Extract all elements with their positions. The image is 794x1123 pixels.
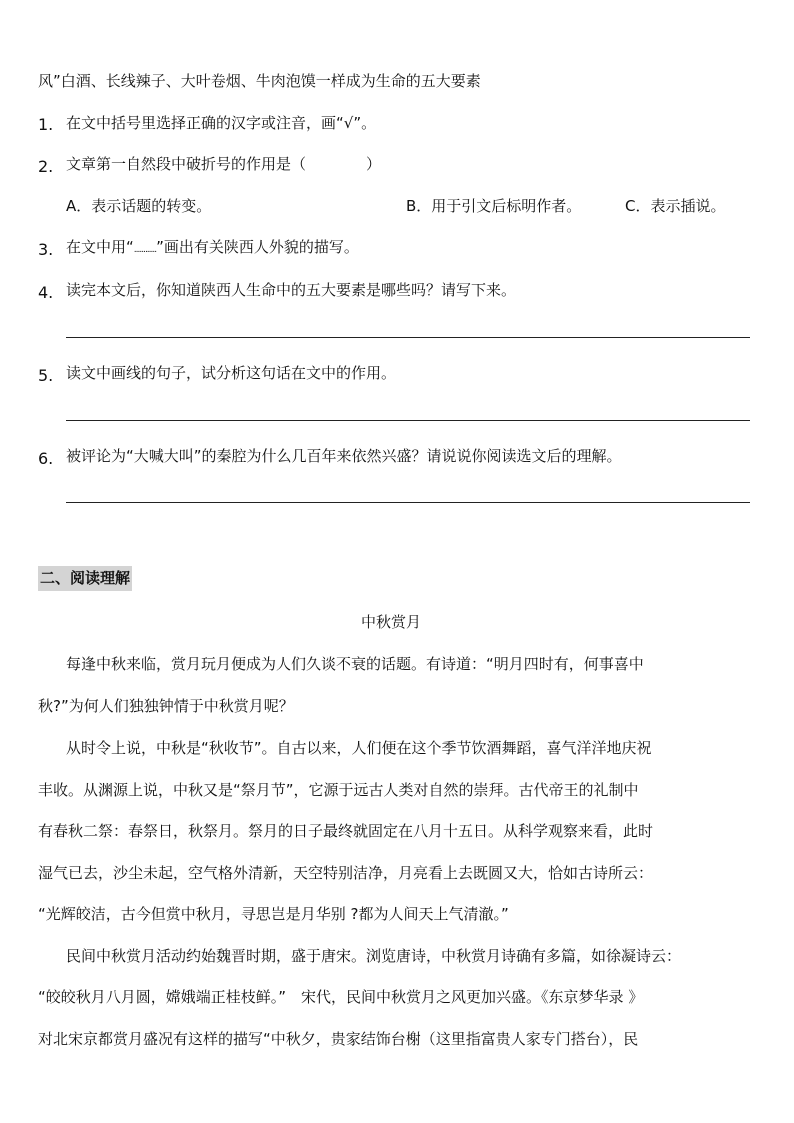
question-text: 读完本文后，你知道陕西人生命中的五大要素是哪些吗？请写下来。 <box>66 281 517 299</box>
passage-line: “光辉皎洁，古今但赏中秋月，寻思岂是月华别 ?都为人间天上气清澈。” <box>38 905 509 923</box>
passage-title: 中秋赏月 <box>361 613 422 631</box>
passage-line: “皎皎秋月八月圆，嫦娥端正桂枝鲜。” 宋代，民间中秋赏月之风更加兴盛。《东京梦华录 》 <box>38 988 644 1006</box>
question-number: 2. <box>38 157 54 176</box>
answer-line-6[interactable] <box>66 502 750 503</box>
passage-line: 民间中秋赏月活动约始魏晋时期，盛于唐宋。浏览唐诗，中秋赏月诗确有多篇，如徐凝诗云： <box>66 947 682 965</box>
passage-line: 每逢中秋来临，赏月玩月便成为人们久谈不衰的话题。有诗道：“明月四时有，何事喜中 <box>66 655 644 673</box>
question-number: 5. <box>38 366 54 385</box>
passage-line: 秋?”为何人们独独钟情于中秋赏月呢？ <box>38 697 294 715</box>
question-text <box>66 236 359 257</box>
question-number: 1. <box>38 115 54 134</box>
question-text: 被评论为“大喊大叫”的秦腔为什么几百年来依然兴盛？请说说你阅读选文后的理解。 <box>66 447 622 465</box>
passage-line: 湿气已去，沙尘未起，空气格外清新，天空特别洁净，月亮看上去既圆又大，恰如古诗所云： <box>38 864 654 882</box>
question-number: 6. <box>38 449 54 468</box>
question-text: 文章第一自然段中破折号的作用是（ ） <box>66 155 382 173</box>
passage-line: 对北宋京都赏月盛况有这样的描写“中秋夕，贵家结饰台榭（这里指富贵人家专门搭台），民 <box>38 1030 639 1048</box>
section-title: 二、阅读理解 <box>38 566 132 591</box>
question-number: 3. <box>38 240 54 259</box>
passage-line: 有春秋二祭：春祭日，秋祭月。祭月的日子最终就固定在八月十五日。从科学观察来看，此时 <box>38 822 654 840</box>
question-text-after: ”画出有关陕西人外貌的描写。 <box>156 238 359 256</box>
option-c: C．表示插说。 <box>625 197 726 215</box>
question-text: 在文中括号里选择正确的汉字或注音，画“√”。 <box>66 114 377 132</box>
question-text-before: 在文中用“ <box>66 238 134 256</box>
wavy-mark-sample: ............ <box>133 245 157 255</box>
passage-line: 从时令上说，中秋是“秋收节”。自古以来，人们便在这个季节饮酒舞蹈，喜气洋洋地庆祝 <box>66 739 652 757</box>
top-line: 风”白酒、长线辣子、大叶卷烟、牛肉泡馍一样成为生命的五大要素 <box>38 72 481 90</box>
question-text: 读文中画线的句子，试分析这句话在文中的作用。 <box>66 364 397 382</box>
answer-line-5[interactable] <box>66 420 750 421</box>
option-a: A．表示话题的转变。 <box>66 197 212 215</box>
option-b: B．用于引文后标明作者。 <box>406 197 582 215</box>
passage-line: 丰收。从渊源上说，中秋又是“祭月节”，它源于远古人类对自然的崇拜。古代帝王的礼制中 <box>38 781 639 799</box>
question-number: 4. <box>38 283 54 302</box>
answer-line-4[interactable] <box>66 337 750 338</box>
